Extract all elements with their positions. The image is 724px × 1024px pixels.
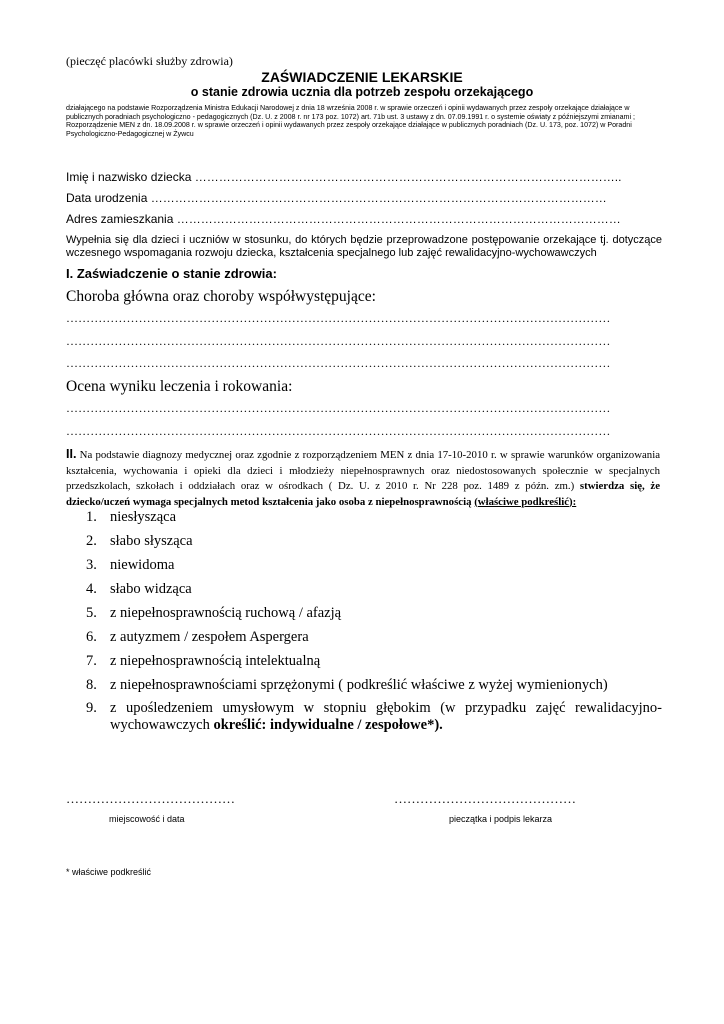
section-1-title: I. Zaświadczenie o stanie zdrowia: bbox=[66, 266, 277, 281]
disease-line: ……………………………………………………………………………………………………………………… bbox=[66, 356, 611, 370]
birth-date-blank: …………………………………………………………………………………………………… bbox=[150, 191, 607, 205]
list-item-text: niewidoma bbox=[110, 557, 175, 573]
section-2-text: Na podstawie diagnozy medycznej oraz zgodnie z rozporządzeniem MEN z dnia 17-10-2010 r. w sprawie warunków organizowania kształcenia, wychowania i opieki dla dzieci i młodzieży niepełnosprawnych oraz niedostosowanych społecznie w specjalnych przedszkolach, szkołach i oddziałach oraz w ośrodkach ( Dz. U. z 2010 r. Nr 228 poz. 1489 z późn. zm.) bbox=[66, 449, 660, 492]
list-item-number: 4. bbox=[86, 581, 97, 597]
address-field bbox=[66, 212, 660, 226]
list-item-9-bold: określić: indywidualne / zespołowe*). bbox=[213, 717, 443, 733]
list-item-text: słabo słysząca bbox=[110, 533, 193, 549]
address-blank: ………………………………………………………………………………………………… bbox=[176, 212, 621, 226]
list-item-text: z niepełnosprawnością ruchową / afazją bbox=[110, 605, 342, 621]
list-item-text: z niepełnosprawnościami sprzężonymi ( podkreślić właściwe z wyżej wymienionych) bbox=[110, 677, 608, 693]
disability-list bbox=[86, 505, 662, 734]
section-2-number: II. bbox=[66, 447, 77, 461]
list-item-text: z autyzmem / zespołem Aspergera bbox=[110, 629, 309, 645]
birth-date-field bbox=[66, 191, 660, 205]
footnote: * właściwe podkreślić bbox=[66, 867, 152, 877]
legal-basis-text: działającego na podstawie Rozporządzenia Ministra Edukacji Narodowej z dnia 18 września 2008 r. w sprawie orzeczeń i opinii wydawanych przez zespoły orzekające działające w publicznych poradniach psychologiczno - pedagogicznych (Dz. U. z 2008 r. nr 173 poz. 1072) art. 71b ust. 3 ustawy z dn. 07.09.1991 r. o systemie oświaty z późniejszymi zmianami ; Rozporządzenie MEN z dn. 18.09.2008 r. w sprawie orzeczeń i opinii wydawanych przez zespoły orzekające działające w publicznych poradniach (Dz. U. 173, poz. 1072) w Poradni Psychologiczno-Pedagogicznej w Żywcu bbox=[66, 104, 635, 138]
list-item bbox=[86, 700, 662, 734]
list-item-number: 1. bbox=[86, 509, 97, 525]
instructions-note: Wypełnia się dla dzieci i uczniów w stosunku, do których będzie przeprowadzone postępowanie orzekające tj. dotyczące wczesnego wspomagania rozwoju dziecka, kształcenia specjalnego lub zajęć rewalidacyjno-wychowawczych bbox=[66, 234, 662, 259]
list-item bbox=[86, 529, 662, 553]
list-item-number: 6. bbox=[86, 629, 97, 645]
birth-date-label: Data urodzenia bbox=[66, 191, 148, 205]
list-item bbox=[86, 601, 662, 625]
list-item bbox=[86, 505, 662, 529]
list-item-text: słabo widząca bbox=[110, 581, 192, 597]
doctor-signature-blank: …………………………………… bbox=[394, 791, 576, 806]
treatment-line: ……………………………………………………………………………………………………………………… bbox=[66, 424, 611, 438]
list-item-9-text: z upośledzeniem umysłowym w stopniu głębokim (w przypadku zajęć rewalidacyjno-wychowawczych bbox=[110, 700, 662, 733]
list-item-text bbox=[110, 700, 662, 734]
list-item-number: 7. bbox=[86, 653, 97, 669]
list-item bbox=[86, 649, 662, 673]
place-date-label: miejscowość i data bbox=[109, 814, 185, 824]
list-item-text: z niepełnosprawnością intelektualną bbox=[110, 653, 321, 669]
disease-heading: Choroba główna oraz choroby współwystępujące: bbox=[66, 288, 376, 305]
place-date-blank: ………………………………… bbox=[66, 791, 235, 806]
list-item-number: 2. bbox=[86, 533, 97, 549]
list-item-number: 8. bbox=[86, 677, 97, 693]
clinic-stamp-placeholder: (pieczęć placówki służby zdrowia) bbox=[66, 54, 233, 68]
section-2-underline-note: (właściwe podkreślić): bbox=[474, 495, 577, 508]
treatment-line: ……………………………………………………………………………………………………………………… bbox=[66, 401, 611, 415]
child-name-field bbox=[66, 170, 660, 184]
list-item bbox=[86, 577, 662, 601]
section-2-statement: stwierdza się, że dziecko/uczeń wymaga specjalnych metod kształcenia jako osoba z niepełnosprawnością bbox=[66, 480, 660, 508]
list-item bbox=[86, 625, 662, 649]
list-item-number: 3. bbox=[86, 557, 97, 573]
disease-line: ……………………………………………………………………………………………………………………… bbox=[66, 311, 611, 325]
list-item-number: 9. bbox=[86, 700, 97, 716]
list-item bbox=[86, 673, 662, 697]
section-2-paragraph bbox=[66, 447, 660, 510]
address-label: Adres zamieszkania bbox=[66, 212, 174, 226]
child-name-label: Imię i nazwisko dziecka bbox=[66, 170, 192, 184]
treatment-heading: Ocena wyniku leczenia i rokowania: bbox=[66, 378, 293, 395]
document-subtitle: o stanie zdrowia ucznia dla potrzeb zespołu orzekającego bbox=[190, 85, 534, 99]
disease-line: ……………………………………………………………………………………………………………………… bbox=[66, 334, 611, 348]
list-item-number: 5. bbox=[86, 605, 97, 621]
list-item bbox=[86, 553, 662, 577]
doctor-signature-label: pieczątka i podpis lekarza bbox=[449, 814, 553, 824]
list-item-text: niesłysząca bbox=[110, 509, 177, 525]
document-title: ZAŚWIADCZENIE LEKARSKIE bbox=[261, 69, 463, 85]
child-name-blank: …………………………………………………………………………………………….. bbox=[194, 170, 622, 184]
